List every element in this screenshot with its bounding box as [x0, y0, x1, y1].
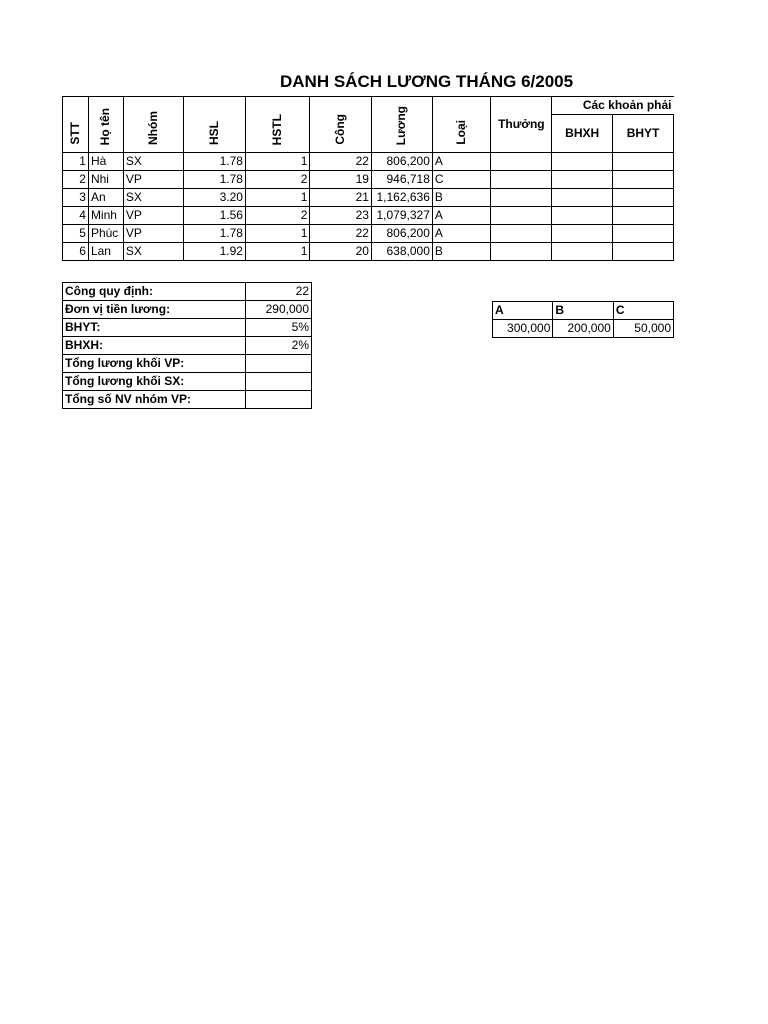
cell-nhom[interactable]: SX — [123, 153, 184, 171]
cell-bhxh[interactable] — [552, 171, 613, 189]
cell-ho-ten[interactable]: Phúc — [88, 225, 123, 243]
cell-cong[interactable]: 22 — [310, 225, 372, 243]
cell-loai[interactable]: A — [432, 225, 491, 243]
cell-hsl[interactable]: 3.20 — [184, 189, 246, 207]
header-nhom[interactable]: Nhóm — [123, 97, 184, 153]
cell-nhom[interactable]: SX — [123, 189, 184, 207]
cell-thuong[interactable] — [491, 225, 552, 243]
cell-bhyt[interactable] — [613, 243, 674, 261]
param-value[interactable]: 2% — [246, 337, 312, 355]
header-ho-ten[interactable]: Họ tên — [88, 97, 123, 153]
param-value[interactable]: 5% — [246, 319, 312, 337]
cell-hstl[interactable]: 1 — [245, 189, 309, 207]
cell-hsl[interactable]: 1.56 — [184, 207, 246, 225]
cell-hsl[interactable]: 1.78 — [184, 153, 246, 171]
cell-bhyt[interactable] — [613, 171, 674, 189]
table-row — [63, 207, 674, 225]
table-row — [63, 171, 674, 189]
header-cong[interactable]: Công — [310, 97, 372, 153]
param-label[interactable]: Đơn vị tiền lương: — [63, 301, 246, 319]
param-label[interactable]: Tổng số NV nhóm VP: — [63, 391, 246, 409]
param-value[interactable]: 22 — [246, 283, 312, 301]
cell-loai[interactable]: B — [432, 189, 491, 207]
cell-ho-ten[interactable]: Hà — [88, 153, 123, 171]
cell-stt[interactable]: 5 — [63, 225, 89, 243]
cell-loai[interactable]: A — [432, 153, 491, 171]
header-loai[interactable]: Loại — [432, 97, 491, 153]
param-row — [63, 355, 312, 373]
cell-luong[interactable]: 1,079,327 — [371, 207, 432, 225]
cell-bhyt[interactable] — [613, 207, 674, 225]
cell-bhyt[interactable] — [613, 225, 674, 243]
cell-nhom[interactable]: VP — [123, 225, 184, 243]
salary-table — [62, 96, 674, 261]
cell-hstl[interactable]: 1 — [245, 225, 309, 243]
param-label[interactable]: Tổng lương khối VP: — [63, 355, 246, 373]
cell-bhxh[interactable] — [552, 207, 613, 225]
cell-bhyt[interactable] — [613, 189, 674, 207]
header-bhyt[interactable]: BHYT — [613, 115, 674, 153]
param-label[interactable]: Công quy định: — [63, 283, 246, 301]
table-row — [63, 153, 674, 171]
cell-bhyt[interactable] — [613, 153, 674, 171]
param-row — [63, 391, 312, 409]
bonus-value-cell[interactable]: 200,000 — [553, 320, 613, 338]
cell-thuong[interactable] — [491, 207, 552, 225]
header-stt[interactable]: STT — [63, 97, 89, 153]
param-label[interactable]: Tổng lương khối SX: — [63, 373, 246, 391]
header-hstl[interactable]: HSTL — [245, 97, 309, 153]
sheet-title: DANH SÁCH LƯƠNG THÁNG 6/2005 — [280, 72, 574, 91]
cell-ho-ten[interactable]: An — [88, 189, 123, 207]
cell-cong[interactable]: 19 — [310, 171, 372, 189]
header-hsl[interactable]: HSL — [184, 97, 246, 153]
cell-stt[interactable]: 2 — [63, 171, 89, 189]
header-luong[interactable]: Lương — [371, 97, 432, 153]
cell-stt[interactable]: 3 — [63, 189, 89, 207]
cell-luong[interactable]: 1,162,636 — [371, 189, 432, 207]
cell-hstl[interactable]: 1 — [245, 153, 309, 171]
cell-stt[interactable]: 4 — [63, 207, 89, 225]
table-row — [63, 243, 674, 261]
cell-thuong[interactable] — [491, 189, 552, 207]
header-bhxh[interactable]: BHXH — [552, 115, 613, 153]
cell-cong[interactable]: 20 — [310, 243, 372, 261]
param-row — [63, 337, 312, 355]
header-cac-khoan[interactable]: Các khoản phải — [552, 97, 674, 115]
param-row — [63, 283, 312, 301]
bonus-value-cell[interactable]: 50,000 — [613, 320, 673, 338]
cell-cong[interactable]: 22 — [310, 153, 372, 171]
cell-bhxh[interactable] — [552, 243, 613, 261]
cell-stt[interactable]: 1 — [63, 153, 89, 171]
cell-luong[interactable]: 806,200 — [371, 153, 432, 171]
bonus-table — [492, 301, 674, 338]
param-value[interactable] — [246, 391, 312, 409]
cell-luong[interactable]: 946,718 — [371, 171, 432, 189]
param-value[interactable]: 290,000 — [246, 301, 312, 319]
cell-nhom[interactable]: VP — [123, 171, 184, 189]
param-label[interactable]: BHXH: — [63, 337, 246, 355]
param-row — [63, 319, 312, 337]
cell-cong[interactable]: 23 — [310, 207, 372, 225]
cell-cong[interactable]: 21 — [310, 189, 372, 207]
bonus-header-cell[interactable]: A — [493, 302, 553, 320]
cell-ho-ten[interactable]: Lan — [88, 243, 123, 261]
param-value[interactable] — [246, 373, 312, 391]
table-row — [63, 225, 674, 243]
cell-hstl[interactable]: 1 — [245, 243, 309, 261]
param-row — [63, 301, 312, 319]
cell-loai[interactable]: C — [432, 171, 491, 189]
cell-bhxh[interactable] — [552, 153, 613, 171]
cell-thuong[interactable] — [491, 243, 552, 261]
cell-loai[interactable]: B — [432, 243, 491, 261]
cell-luong[interactable]: 806,200 — [371, 225, 432, 243]
bonus-header-cell[interactable]: B — [553, 302, 613, 320]
params-table — [62, 282, 312, 409]
cell-nhom[interactable]: SX — [123, 243, 184, 261]
cell-luong[interactable]: 638,000 — [371, 243, 432, 261]
bonus-header-cell[interactable]: C — [613, 302, 673, 320]
bonus-header-row — [493, 302, 674, 320]
cell-loai[interactable]: A — [432, 207, 491, 225]
cell-hsl[interactable]: 1.78 — [184, 171, 246, 189]
cell-hsl[interactable]: 1.92 — [184, 243, 246, 261]
param-row — [63, 373, 312, 391]
cell-ho-ten[interactable]: Minh — [88, 207, 123, 225]
cell-thuong[interactable] — [491, 153, 552, 171]
bonus-value-row — [493, 320, 674, 338]
cell-hstl[interactable]: 2 — [245, 207, 309, 225]
cell-stt[interactable]: 6 — [63, 243, 89, 261]
cell-hstl[interactable]: 2 — [245, 171, 309, 189]
cell-hsl[interactable]: 1.78 — [184, 225, 246, 243]
cell-ho-ten[interactable]: Nhi — [88, 171, 123, 189]
bonus-value-cell[interactable]: 300,000 — [493, 320, 553, 338]
param-value[interactable] — [246, 355, 312, 373]
cell-bhxh[interactable] — [552, 225, 613, 243]
cell-nhom[interactable]: VP — [123, 207, 184, 225]
param-label[interactable]: BHYT: — [63, 319, 246, 337]
table-row — [63, 189, 674, 207]
cell-bhxh[interactable] — [552, 189, 613, 207]
header-thuong[interactable]: Thưởng — [491, 97, 552, 153]
cell-thuong[interactable] — [491, 171, 552, 189]
